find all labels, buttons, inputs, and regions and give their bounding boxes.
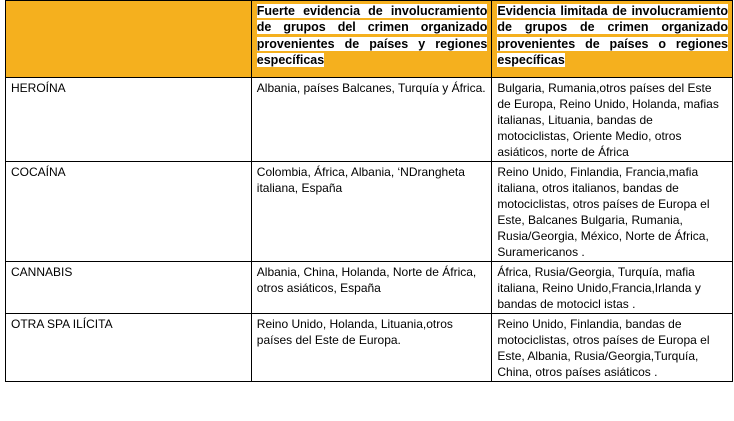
table-header-row bbox=[6, 1, 733, 78]
strong-evidence-cell: Colombia, África, Albania, ‘NDrangheta italiana, España bbox=[251, 162, 492, 262]
substance-cell: HEROÍNA bbox=[6, 78, 252, 162]
strong-evidence-cell: Albania, países Balcanes, Turquía y África. bbox=[251, 78, 492, 162]
header-strong-evidence-text: Fuerte evidencia de involucramiento de grupos del crimen organizado provenientes de países y regiones específicas bbox=[256, 4, 488, 67]
substance-cell: CANNABIS bbox=[6, 262, 252, 314]
strong-evidence-cell: Reino Unido, Holanda, Lituania,otros países del Este de Europa. bbox=[251, 314, 492, 382]
strong-evidence-cell: Albania, China, Holanda, Norte de África, otros asiáticos, España bbox=[251, 262, 492, 314]
limited-evidence-cell: Reino Unido, Finlandia, Francia,mafia italiana, otros italianos, bandas de motociclistas, otros países de Europa el Este, Balcanes Bulgaria, Rumania, Rusia/Georgia, México, Norte de África, Suramericanos . bbox=[492, 162, 733, 262]
table-row bbox=[6, 162, 733, 262]
header-limited-evidence bbox=[492, 1, 733, 78]
table-row bbox=[6, 78, 733, 162]
substance-cell: OTRA SPA ILÍCITA bbox=[6, 314, 252, 382]
limited-evidence-cell: Bulgaria, Rumania,otros países del Este de Europa, Reino Unido, Holanda, mafias italianas, Lituania, bandas de motociclistas, Oriente Medio, otros asiáticos, norte de África bbox=[492, 78, 733, 162]
table-row bbox=[6, 314, 733, 382]
header-empty-cell bbox=[6, 1, 252, 78]
limited-evidence-cell: Reino Unido, Finlandia, bandas de motociclistas, otros países de Europa el Este, Albania, Rusia/Georgia,Turquía, China, otros países asiáticos . bbox=[492, 314, 733, 382]
limited-evidence-cell: África, Rusia/Georgia, Turquía, mafia italiana, Reino Unido,Francia,Irlanda y bandas de motocicl istas . bbox=[492, 262, 733, 314]
substance-cell: COCAÍNA bbox=[6, 162, 252, 262]
organized-crime-table bbox=[5, 0, 733, 382]
header-limited-evidence-text: Evidencia limitada de involucramiento de grupos de crimen organizado provenientes de países o regiones específicas bbox=[497, 4, 728, 67]
header-strong-evidence bbox=[251, 1, 492, 78]
table-row bbox=[6, 262, 733, 314]
